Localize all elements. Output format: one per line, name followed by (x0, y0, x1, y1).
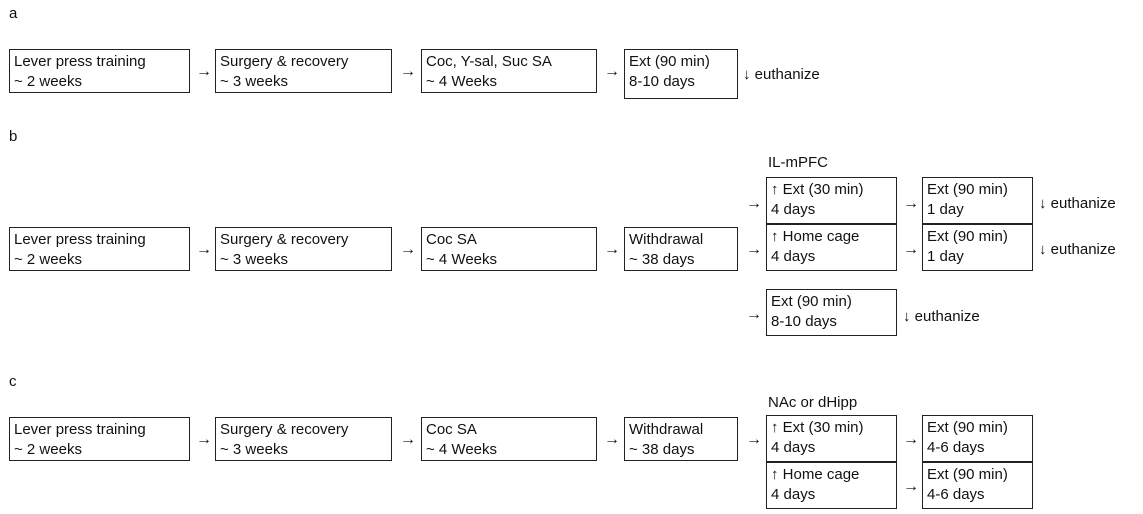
arrow-right-icon: → (196, 241, 212, 258)
panel-c-step-withdrawal (624, 417, 738, 461)
step-title: Coc SA (426, 231, 477, 248)
panel-c-final-extinction-upper (922, 415, 1033, 462)
arrow-right-icon: → (604, 431, 620, 448)
panel-b-step-coc-sa (421, 227, 597, 271)
step-duration: ~ 3 weeks (220, 73, 288, 90)
step-title: Lever press training (14, 421, 146, 438)
step-duration: ~ 4 Weeks (426, 251, 498, 268)
arrow-right-icon: → (604, 63, 620, 80)
panel-a-step-self-admin (421, 49, 597, 93)
final-duration: 1 day (927, 248, 964, 265)
arrow-right-icon: → (903, 431, 919, 448)
final-title: Ext (90 min) (927, 419, 1008, 436)
panel-c-step-lever-press (9, 417, 190, 461)
panel-c-branch-extinction (766, 415, 897, 462)
branch-duration: 4 days (771, 439, 816, 456)
step-title: Lever press training (14, 231, 146, 248)
panel-c-step-surgery (215, 417, 392, 461)
step-duration: ~ 2 weeks (14, 73, 82, 90)
panel-c-step-coc-sa (421, 417, 597, 461)
arrow-right-icon: → (746, 431, 762, 448)
final-title: Ext (90 min) (927, 466, 1008, 483)
arrow-right-icon: → (400, 241, 416, 258)
step-duration: ~ 38 days (629, 251, 695, 268)
arrow-right-icon: → (903, 478, 919, 495)
final-title: Ext (90 min) (927, 228, 1008, 245)
arrow-right-icon: → (400, 431, 416, 448)
panel-b-step-withdrawal (624, 227, 738, 271)
alt-title: Ext (90 min) (771, 293, 852, 310)
arrow-right-icon: → (400, 63, 416, 80)
step-duration: ~ 4 Weeks (426, 73, 498, 90)
step-title: Withdrawal (629, 231, 704, 248)
final-title: Ext (90 min) (927, 181, 1008, 198)
arrow-right-icon: → (903, 195, 919, 212)
branch-title: ↑ Home cage (771, 228, 860, 245)
final-duration: 1 day (927, 201, 964, 218)
panel-b-label: b (9, 128, 18, 145)
arrow-right-icon: → (903, 241, 919, 258)
panel-b-euthanize-lower: ↓ euthanize (1039, 241, 1116, 258)
panel-b-branch-home-cage (766, 224, 897, 271)
arrow-right-icon: → (196, 431, 212, 448)
panel-a-step-extinction (624, 49, 738, 99)
step-duration: 8-10 days (629, 73, 695, 90)
branch-title: ↑ Ext (30 min) (771, 181, 864, 198)
panel-a-euthanize: ↓ euthanize (743, 66, 820, 83)
branch-duration: 4 days (771, 201, 816, 218)
step-duration: ~ 2 weeks (14, 441, 82, 458)
panel-a-step-surgery (215, 49, 392, 93)
step-duration: ~ 38 days (629, 441, 695, 458)
panel-c-region-label: NAc or dHipp (768, 394, 858, 411)
panel-b-euthanize-alt: ↓ euthanize (903, 308, 980, 325)
panel-c-label: c (9, 373, 17, 390)
arrow-right-icon: → (746, 306, 762, 323)
branch-duration: 4 days (771, 248, 816, 265)
panel-b-step-surgery (215, 227, 392, 271)
panel-b-region-label: IL-mPFC (768, 154, 828, 171)
panel-b-final-extinction-lower (922, 224, 1033, 271)
panel-b-step-lever-press (9, 227, 190, 271)
arrow-right-icon: → (746, 195, 762, 212)
step-title: Surgery & recovery (220, 421, 349, 438)
panel-c-branch-home-cage (766, 462, 897, 509)
step-title: Surgery & recovery (220, 53, 349, 70)
step-duration: ~ 4 Weeks (426, 441, 498, 458)
step-title: Surgery & recovery (220, 231, 349, 248)
branch-title: ↑ Home cage (771, 466, 860, 483)
step-duration: ~ 3 weeks (220, 251, 288, 268)
final-duration: 4-6 days (927, 486, 985, 503)
step-title: Withdrawal (629, 421, 704, 438)
step-title: Lever press training (14, 53, 146, 70)
alt-duration: 8-10 days (771, 313, 837, 330)
arrow-right-icon: → (746, 241, 762, 258)
step-title: Coc SA (426, 421, 477, 438)
panel-b-branch-extinction (766, 177, 897, 224)
arrow-right-icon: → (196, 63, 212, 80)
panel-b-euthanize-upper: ↓ euthanize (1039, 195, 1116, 212)
branch-title: ↑ Ext (30 min) (771, 419, 864, 436)
step-title: Ext (90 min) (629, 53, 710, 70)
panel-a-label: a (9, 5, 18, 22)
arrow-right-icon: → (604, 241, 620, 258)
panel-a-step-lever-press (9, 49, 190, 93)
panel-c-final-extinction-lower (922, 462, 1033, 509)
panel-b-final-extinction-upper (922, 177, 1033, 224)
final-duration: 4-6 days (927, 439, 985, 456)
step-title: Coc, Y-sal, Suc SA (426, 53, 552, 70)
panel-b-alt-extinction (766, 289, 897, 336)
step-duration: ~ 3 weeks (220, 441, 288, 458)
step-duration: ~ 2 weeks (14, 251, 82, 268)
branch-duration: 4 days (771, 486, 816, 503)
